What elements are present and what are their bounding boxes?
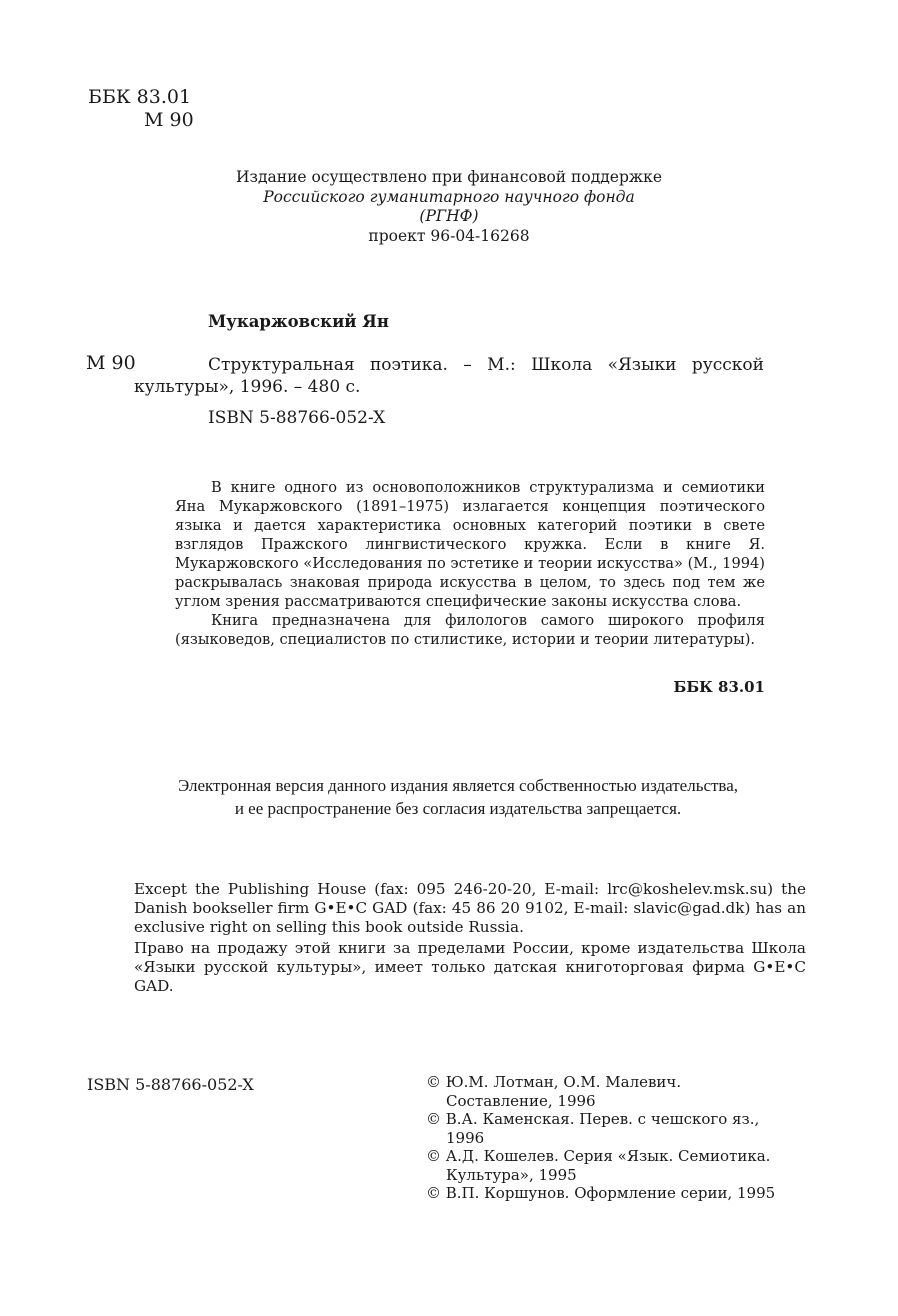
- catalog-author: Мукаржовский Ян: [208, 312, 389, 331]
- copyright-line: Составление, 1996: [446, 1091, 596, 1110]
- isbn-bottom: ISBN 5-88766-052-X: [87, 1075, 254, 1094]
- catalog-isbn: ISBN 5-88766-052-X: [208, 408, 386, 428]
- bbk-code: ББК 83.01: [88, 86, 192, 108]
- abstract-bbk: ББК 83.01: [673, 678, 765, 696]
- copyright-item: [426, 1110, 775, 1147]
- copyright-list: [426, 1073, 775, 1203]
- copyright-item: [426, 1184, 775, 1203]
- author-mark: М 90: [144, 109, 194, 131]
- copyright-line: © Ю.М. Лотман, О.М. Малевич.: [426, 1073, 682, 1091]
- bbk-index-top: [88, 86, 194, 132]
- funding-notice: [0, 168, 898, 246]
- electronic-line-1: Электронная версия данного издания является собственностью издательства,: [177, 776, 739, 795]
- rights-russian: Право на продажу этой книги за пределами России, кроме издательства Школа «Языки русской культуры», имеет только датская книготорговая фирма G•E•C GAD.: [134, 939, 806, 995]
- abstract-paragraph-1: В книге одного из основоположников структурализма и семиотики Яна Мукаржовского (1891–1975) излагается концепция поэтического языка и дается характеристика основных категорий поэтики в свете взглядов Пражского лингвистического кружка. Если в книге Я. Мукаржовского «Исследования по эстетике и теории искусства» (М., 1994) раскрывалась знаковая природа искусства в целом, то здесь под тем же углом зрения рассматриваются специфические законы искусства слова.: [175, 479, 765, 610]
- abstract-paragraph-2: Книга предназначена для филологов самого широкого профиля (языковедов, специалистов по стилистике, истории и теории литературы).: [175, 612, 765, 648]
- catalog-code: М 90: [86, 352, 136, 374]
- copyright-item: [426, 1073, 775, 1110]
- abstract: [175, 478, 765, 649]
- electronic-version-notice: [0, 774, 898, 820]
- catalog-title: Структуральная поэтика. – М.: Школа «Языки русской культуры», 1996. – 480 с.: [134, 355, 764, 397]
- funding-project: проект 96-04-16268: [368, 226, 530, 245]
- copyright-line: © В.А. Каменская. Перев. с чешского яз.,: [426, 1110, 760, 1128]
- distribution-rights: [134, 880, 806, 998]
- funding-line-3: (РГНФ): [419, 207, 479, 225]
- electronic-line-2: и ее распространение без согласия издательства запрещается.: [234, 799, 682, 818]
- copyright-line: © А.Д. Кошелев. Серия «Язык. Семиотика.: [426, 1147, 771, 1165]
- copyright-item: [426, 1147, 775, 1184]
- rights-english: Except the Publishing House (fax: 095 246-20-20, E-mail: lrc@koshelev.msk.su) the Danish bookseller firm G•E•C GAD (fax: 45 86 20 9102, E-mail: slavic@gad.dk) has an exclusive right on selling this book outside Russia.: [134, 880, 806, 936]
- funding-line-1: Издание осуществлено при финансовой поддержке: [236, 168, 662, 186]
- copyright-line: © В.П. Коршунов. Оформление серии, 1995: [426, 1184, 776, 1202]
- copyright-line: 1996: [446, 1128, 485, 1147]
- copyright-line: Культура», 1995: [446, 1165, 577, 1184]
- funding-line-2: Российского гуманитарного научного фонда: [263, 187, 635, 206]
